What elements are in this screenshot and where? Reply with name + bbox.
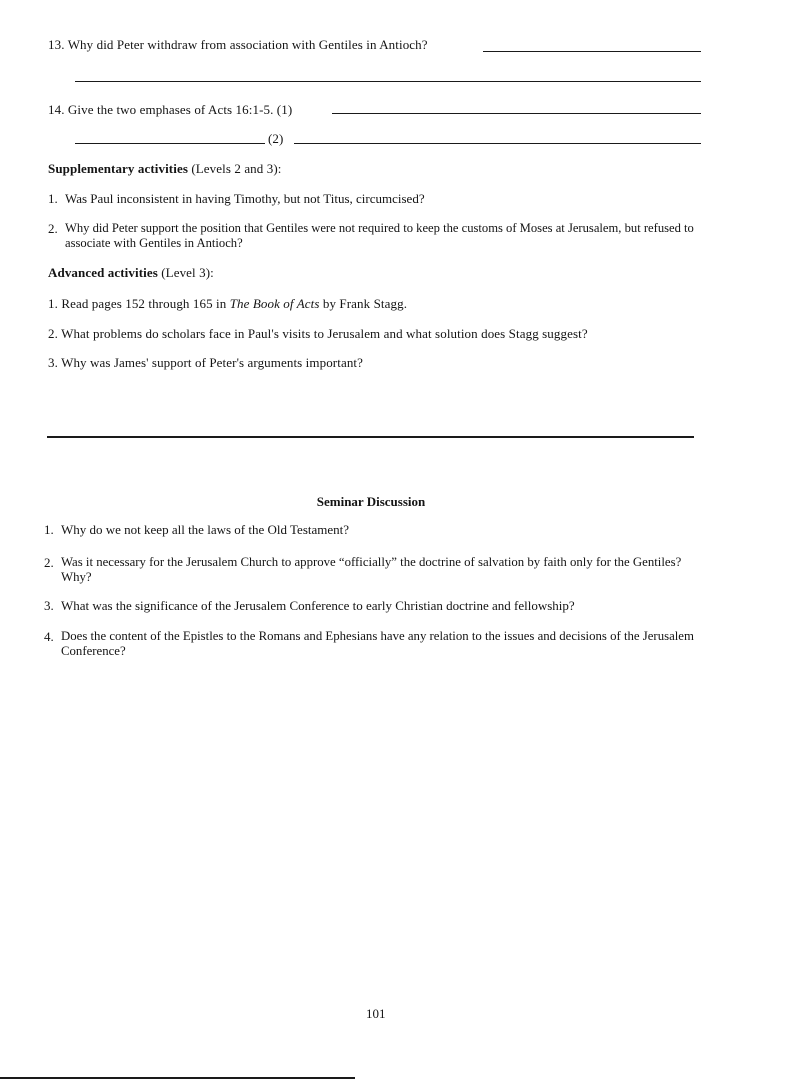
advanced-heading bbox=[48, 265, 214, 280]
question-14 bbox=[48, 102, 292, 117]
supplementary-item-2 bbox=[48, 221, 708, 251]
seminar-item-4 bbox=[44, 629, 709, 659]
answer-line-1[interactable] bbox=[332, 113, 701, 114]
question-13 bbox=[48, 37, 428, 52]
advanced-item-1 bbox=[48, 296, 407, 311]
heading-bold: Advanced activities bbox=[48, 265, 158, 280]
item-text: Does the content of the Epistles to the Romans and Ephesians have any relation to the issues and decisions of the Jerusalem Conference? bbox=[61, 629, 694, 658]
page-number: 101 bbox=[366, 1006, 386, 1021]
item-number: 2. bbox=[48, 326, 58, 341]
question-number: 14. bbox=[48, 102, 65, 117]
answer-label-2: (2) bbox=[268, 131, 284, 146]
advanced-item-3 bbox=[48, 355, 363, 370]
item-number: 2. bbox=[44, 555, 54, 570]
question-text: Give the two emphases of Acts 16:1-5. (1) bbox=[67, 102, 293, 117]
seminar-heading: Seminar Discussion bbox=[316, 494, 426, 509]
answer-line[interactable] bbox=[483, 51, 701, 52]
item-number: 2. bbox=[48, 221, 58, 236]
answer-line[interactable] bbox=[75, 81, 701, 82]
item-text: What was the significance of the Jerusalem Conference to early Christian doctrine and fellowship? bbox=[61, 598, 575, 613]
item-text-before: Read pages 152 through 165 in bbox=[61, 296, 230, 311]
item-text: Was Paul inconsistent in having Timothy, but not Titus, circumcised? bbox=[65, 191, 425, 206]
seminar-item-1 bbox=[44, 522, 709, 537]
item-text: Why did Peter support the position that Gentiles were not required to keep the customs of Moses at Jerusalem, but refused to associate with Gentiles in Antioch? bbox=[65, 221, 694, 250]
item-number: 1. bbox=[48, 191, 58, 206]
advanced-item-2 bbox=[48, 326, 588, 341]
item-text: Was it necessary for the Jerusalem Church to approve “officially” the doctrine of salvation by faith only for the Gentiles? Why? bbox=[61, 555, 682, 584]
seminar-item-3 bbox=[44, 598, 709, 613]
heading-rest: (Levels 2 and 3): bbox=[187, 161, 282, 176]
item-number: 3. bbox=[44, 598, 54, 613]
item-number: 1. bbox=[44, 522, 54, 537]
book-title: The Book of Acts bbox=[229, 296, 320, 311]
bottom-edge-rule bbox=[0, 1077, 355, 1079]
heading-rest: (Level 3): bbox=[157, 265, 214, 280]
question-text: Why did Peter withdraw from association with Gentiles in Antioch? bbox=[67, 37, 428, 52]
seminar-item-2 bbox=[44, 555, 709, 585]
item-number: 1. bbox=[48, 296, 58, 311]
answer-line-2[interactable] bbox=[294, 143, 701, 144]
item-number: 3. bbox=[48, 355, 58, 370]
item-text: Why do we not keep all the laws of the Old Testament? bbox=[61, 522, 350, 537]
supplementary-heading bbox=[48, 161, 281, 176]
question-number: 13. bbox=[48, 37, 65, 52]
item-text: What problems do scholars face in Paul's visits to Jerusalem and what solution does Stagg suggest? bbox=[61, 326, 588, 341]
section-divider bbox=[47, 436, 694, 438]
item-text-after: by Frank Stagg. bbox=[319, 296, 408, 311]
supplementary-item-1 bbox=[48, 191, 708, 206]
answer-line-1-cont[interactable] bbox=[75, 143, 265, 144]
heading-bold: Supplementary activities bbox=[48, 161, 188, 176]
item-text: Why was James' support of Peter's arguments important? bbox=[61, 355, 364, 370]
item-number: 4. bbox=[44, 629, 54, 644]
